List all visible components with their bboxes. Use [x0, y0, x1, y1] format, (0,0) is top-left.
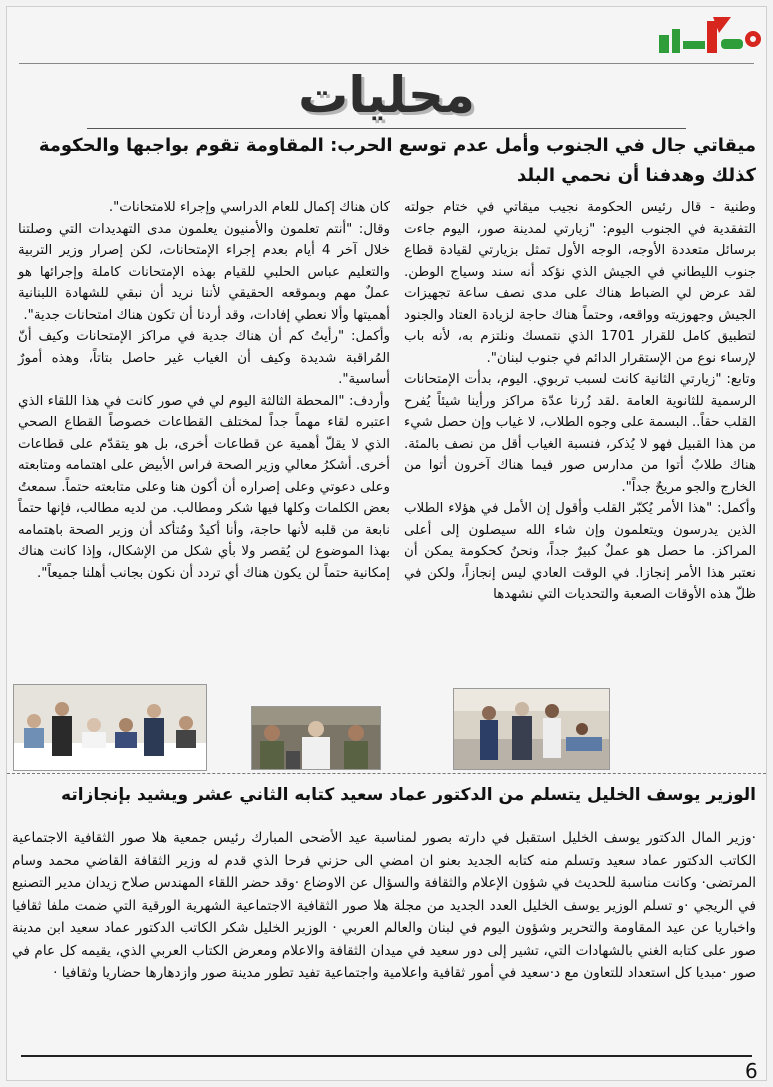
title-divider [87, 128, 686, 129]
article1-paragraph: وأردف: "المحطة الثالثة اليوم لي في صور كانت في هذا اللقاء الذي اعتبره لقاء مهماً جداً لمختلف القطاعات خصوصاً القطاع الصحي الذي لا يقلّ أهمية عن قطاعات أخرى، بل هو يتقدّم على قطاعات أخرى. أشكرُ معالي وزير الصحة فراس الأبيض على اهتمامه ومتابعته وعلى دعوتي وعلى إصراره أن أكون هنا وعلى متابعته حتماً. سمعتُ بعض الكلمات وكلها فيها شكر ومطالب. من لديه مطالب، فإنها حتماً نابعة من قلبه لأنها حاجة، وأنا أكيدٌ ومُتأكد أن وزير الصحة باهتمامه بهذا الموضوع لن يُقصر ولا بأي شكل من الإشكال، وإذا كانت هناك إمكانية حتماً لن يكون هناك أي تردد أن نكون بجانب أهلنا جميعاً". [18, 393, 390, 581]
article2-body [12, 827, 756, 985]
article1-paragraph: وأكمل: "رأيتُ كم أن هناك جدية في مراكز الإمتحانات وكيف أنّ المُراقبة شديدة وكيف أن الغياب غير حاصل بتاتاً، وهذه أمورٌ أساسية". [18, 329, 390, 387]
article1-headline: ميقاتي جال في الجنوب وأمل عدم توسع الحرب: المقاومة تقوم بواجبها والحكومة كذلك وهدفنا أن نحمي البلد [38, 135, 756, 186]
section-title: محليات [298, 66, 475, 124]
article1-paragraph: كان هناك إكمال للعام الدراسي وإجراء للامتحانات". [108, 200, 390, 215]
article1-paragraph: وأكمل: "هذا الأمر يُكبّر القلب وأقول إن الأمل في هؤلاء الطلاب الذين يدرسون ويتعلمون وإن شاء الله سيصلون إلى أعلى المراكز. ما حصل هو عملٌ كبيرٌ جداً، ونحنُ كحكومة يمكن أن نعتبر هذا الأمر إنجازا. في الوقت العادي ليس إنجازاً، ولكن في ظلّ هذه الأوقات الصعبة والتحديات التي نشهدها [404, 501, 756, 602]
article1-paragraph: وقال: "أنتم تعلمون والأمنيون يعلمون مدى التهديدات التي وصلتنا خلال آخر 4 أيام بعدم إجراء الإمتحانات، لكن إصرار وزير التربية والتعليم عباس الحلبي للقيام بهذه الإمتحانات كاملة وإجرائها هو عملٌ مهم وبموقعه الحقيقي لأننا نريد أن نبقي للشهادة اللبنانية أهميتها وألا نعطي إفادات، وقد أردنا أن تكون هناك امتحانات جدية". [18, 221, 390, 323]
page-number: 6 [745, 1059, 758, 1081]
article1-paragraph: وطنية - قال رئيس الحكومة نجيب ميقاتي في ختام جولته التفقدية في الجنوب اليوم: "زيارتي لمدينة صور، اليوم جاءت برسائل متعددة الأوجه، الوجه الأول تمثل بزيارتي لقيادة قطاع جنوب الليطاني في الجيش الذي نؤكد أنه سند وسياج الوطن. لقد عرض لي الضباط هناك على مدى نصف ساعة تجهيزات الجيش وجهوزيته وواقعه، وحتماً هناك حاجة لزيادة العتاد والجنود لتطبيق كامل للقرار 1701 الذي نتمسك ونلتزم به، لأنه باب لإرساء نوع من الإستقرار الدائم في جنوب لبنان". [404, 200, 756, 366]
logo-icon [657, 13, 767, 57]
footer-divider [21, 1055, 752, 1057]
article1-left-column [18, 197, 390, 584]
article1-right-column [404, 197, 756, 606]
photo-students [453, 688, 610, 770]
photo-health-meeting [13, 684, 207, 771]
hala-sour-logo [657, 13, 767, 57]
article2-paragraph: ·وزير المال الدكتور يوسف الخليل استقبل في دارته بصور لمناسبة عيد الأضحى المبارك رئيس جمعية هلا صور الثقافية الاجتماعية الكاتب الدكتور عماد سعيد وتسلم منه كتابه الجديد بعنو ان امضي الى حزني فرحا الذي قدم له وزير الثقافة القاضي محمد وسام المرتضى· وكانت مناسبة للحديث في شؤون الإعلام والثقافة والسؤال عن الاوضاع ·وقد حضر اللقاء المهندس صلاح زيدان مدير التصنيع في الريجي ·و تسلم الوزير يوسف الخليل العدد الجديد من مجلة هلا صور الثقافية الاجتماعية الشهرية الورقية التي ضمت ملفا ثقافيا واخباريا عن عيد المقاومة والتحرير وشؤون اليوم في لبنان والعالم العربي · الوزير الخليل شكر الكاتب الدكتور عماد سعيد ابن مدينة صور على كتابه الغني بالشهادات التي، تشير إلى دور سعيد في ميدان الثقافة والاعلام ومعرض الكتاب العربي الذي، يقيمه كل عام في صور ·مبديا كل استعداد للتعاون مع د·سعيد في أمور ثقافية واعلامية واجتماعية تفيد تطور مدينة صور وازدهارها حضاريا وثقافيا · [12, 830, 756, 981]
article1-paragraph: وتابع: "زيارتي الثانية كانت لسبب تربوي. اليوم، بدأت الإمتحانات الرسمية للثانوية العامة .لقد زُرنا عدّة مراكز ورأينا شيئاً يُفرح القلب حقاً.. البسمة على وجوه الطلاب، لا غياب وإن حصل شيء من هذا القبيل فهو لا يُذكر، فنسبة الغياب أقل من نصف بالمئة. هناك طلابٌ أتوا من مدارس صور فيما هناك آخرون أتوا من الخارج والجو مريحٌ جداً". [404, 372, 756, 495]
newspaper-page [6, 6, 767, 1081]
article2-headline: الوزير يوسف الخليل يتسلم من الدكتور عماد سعيد كتابه الثاني عشر ويشيد بإنجازاته [61, 785, 756, 805]
photo-army-officers [251, 706, 381, 770]
article-divider [7, 773, 766, 774]
